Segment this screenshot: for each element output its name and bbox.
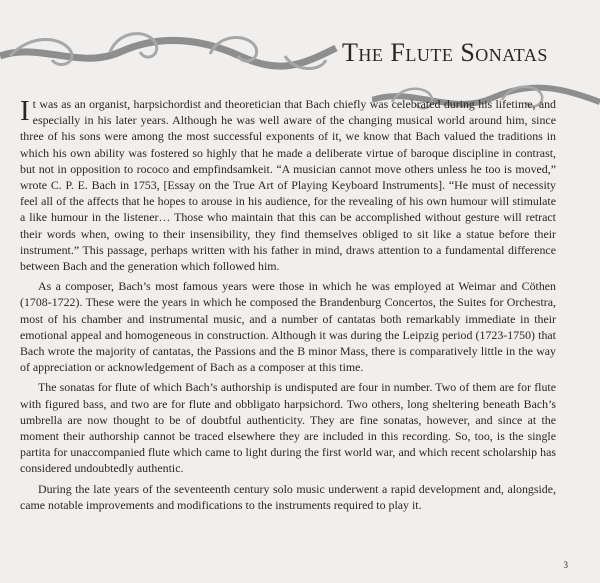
paragraph-2: As a composer, Bach’s most famous years were those in which he was employed at Weimar and Cöthen (1708-1722). These were the years in which he composed the Brandenburg Concertos, the Suites for Orchestra, most of his chamber and instrumental music, and a number of cantatas both remarkably immediate in their emotional appeal and homogeneous in construction. Although it was during the Leipzig period (1723-1750) that Bach wrote the majority of cantatas, the Passions and the B minor Mass, there is comparatively little in the way of appreciation or acknowledgement of Bach as a composer at this time. [20,279,556,375]
drop-cap: I [20,95,30,127]
paragraph-1 [20,96,556,274]
page-title: The Flute Sonatas [342,38,548,67]
paragraph-1-opening: t was as an organist, harpsichordist and theoretician that Bach chiefly was celebrated during his lifetime, and especially in his later years. Although he was well aware of the changing [32,97,556,128]
paragraph-3: The sonatas for flute of which Bach’s authorship is undisputed are four in number. Two of them are for flute with figured bass, and two are for flute and obbligato harpsichord. Two others, long sheltering beneath Bach’s umbrella are now thought to be of doubtful authenticity. They are fine sonatas, however, and since at the moment their authorship cannot be traced elsewhere they are included in this recording. So, too, is the single partita for unaccompanied flute which came to light during the first world war, and which recent scholarship has considered undoubtedly authentic. [20,380,556,476]
paragraph-1-rest: musical world around him, since three of his sons were among the most successful exponents of it, we know that Bach valued the traditions in which his own ability was fostered so highly that he made a deliberate virtue of baroque discipline in contrast, but not in opposition to rococo and empfindsamkeit. “A musician cannot move others unless he too is moved,” wrote C. P. E. Bach in 1753, [Essay on the True Art of Playing Keyboard Instruments]. “He must of necessity feel all of the affects that he hopes to arouse in his audience, for the revealing of his own humour will stimulate a like humour in the listener… Those who maintain that this can be accomplished without gesture will retract their words when, owing to their insensibility, they find themselves obliged to sit like a statue before their instrument.” This passage, perhaps written with his father in mind, draws attention to a fundamental difference between Bach and the generation which followed him. [20,113,556,274]
scroll-ornament-left [0,22,338,82]
paragraph-4: During the late years of the seventeenth century solo music underwent a rapid development and, alongside, came notable improvements and modifications to the instruments required to play it. [20,481,556,512]
page-number: 3 [563,560,568,570]
article-body [20,96,556,517]
